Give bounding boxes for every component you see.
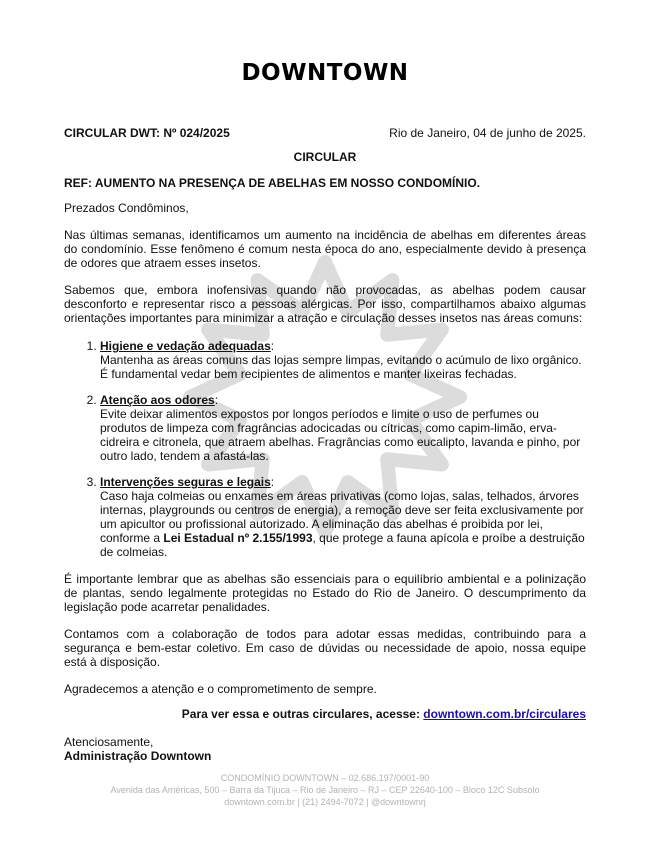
greeting: Prezados Condôminos, (64, 201, 189, 215)
guidelines-list (64, 339, 586, 559)
letter-header (64, 126, 586, 140)
paragraph-thanks: Agradecemos a atenção e o comprometimento de sempre. (64, 682, 377, 696)
footer (0, 772, 650, 808)
list-item-body: Mantenha as áreas comuns das lojas sempre limpas, evitando o acúmulo de lixo orgânico. É fundamental vedar bem recipientes de alimentos e manter lixeiras fechadas. (100, 353, 582, 381)
list-item-body-text: Caso haja colmeias ou enxames em áreas privativas (como lojas, salas, telhados, árvores internas, playgrounds ou centros de energia), a remoção deve ser feita exclusivamente por um apicultor ou profissional autorizado. A eliminação das abelhas é proibida por lei, conforme a (100, 489, 584, 545)
regards: Atenciosamente, (64, 735, 154, 749)
paragraph-intro: Nas últimas semanas, identificamos um aumento na incidência de abelhas em diferentes áreas do condomínio. Esse fenômeno é comum nesta época do ano, especialmente devido à presença de odores que atraem esses insetos. (64, 228, 586, 270)
list-item-body: Evite deixar alimentos expostos por longos períodos e limite o uso de perfumes ou produtos de limpeza com fragrâncias adocicadas ou cítricas, como capim-limão, erva-cidreira e citronela, que atraem abelhas. Fragrâncias como eucalipto, lavanda e pinho, por outro lado, tendem a afastá-las. (100, 407, 581, 463)
list-item-body-text: , que protege a fauna apícola e proíbe a destruição de colmeias. (100, 531, 585, 559)
paragraph-collaboration: Contamos com a colaboração de todos para adotar essas medidas, contribuindo para a segurança e bem-estar coletivo. Em caso de dúvidas ou necessidade de apoio, nossa equipe está à disposição. (64, 627, 586, 669)
circulars-link[interactable]: downtown.com.br/circulares (423, 707, 586, 721)
list-item: 3. Intervenções seguras e legais: Caso haja colmeias ou enxames em áreas privativas (como lojas, salas, telhados, árvores internas, playgrounds ou centros de energia), a remoção deve ser feita exclusivamente por um apicultor ou profissional autorizado. A eliminação das abelhas é proibida por lei, conforme a Lei Estadual nº 2.155/1993, que protege a fauna apícola e proíbe a destruição de colmeias. (100, 475, 586, 559)
signer: Administração Downtown (64, 749, 212, 763)
list-item: 1. Higiene e vedação adequadas: Mantenha as áreas comuns das lojas sempre limpas, evitando o acúmulo de lixo orgânico. É fundamental vedar bem recipientes de alimentos e manter lixeiras fechadas. (100, 339, 586, 381)
list-item-body (100, 489, 586, 559)
list-item-title: Higiene e vedação adequadas (100, 339, 271, 353)
footer-contact: downtown.com.br | (21) 2494-7072 | @downtownrj (224, 797, 426, 807)
reference-line: REF: AUMENTO NA PRESENÇA DE ABELHAS EM NOSSO CONDOMÍNIO. (64, 176, 481, 190)
paragraph-context: Sabemos que, embora inofensivas quando não provocadas, as abelhas podem causar desconforto e representar risco a pessoas alérgicas. Por isso, compartilhamos abaixo algumas orientações importantes para minimizar a atração e circulação desses insetos nas áreas comuns: (64, 283, 586, 325)
law-reference: Lei Estadual nº 2.155/1993 (163, 531, 313, 545)
more-info-line (64, 707, 586, 721)
more-info-text: Para ver essa e outras circulares, acesse: (181, 707, 424, 721)
paragraph-importance: É importante lembrar que as abelhas são essenciais para o equilíbrio ambiental e a polinização de plantas, sendo legalmente protegidas no Estado do Rio de Janeiro. O descumprimento da legislação pode acarretar penalidades. (64, 572, 586, 614)
place-date: Rio de Janeiro, 04 de junho de 2025. (389, 126, 586, 140)
footer-address: Avenida das Américas, 500 – Barra da Tijuca – Rio de Janeiro – RJ – CEP 22640-100 – Bloco 12C Subsolo (110, 785, 540, 795)
footer-company: CONDOMÍNIO DOWNTOWN – 02.686.197/0001-90 (220, 773, 430, 783)
list-item-title: Intervenções seguras e legais (100, 475, 271, 489)
circular-number: CIRCULAR DWT: Nº 024/2025 (64, 126, 230, 140)
list-item: 2. Atenção aos odores: Evite deixar alimentos expostos por longos períodos e limite o uso de perfumes ou produtos de limpeza com fragrâncias adocicadas ou cítricas, como capim-limão, erva-cidreira e citronela, que atraem abelhas. Fragrâncias como eucalipto, lavanda e pinho, por outro lado, tendem a afastá-las. (100, 393, 586, 463)
downtown-logo: DOWNTOWN (241, 60, 409, 86)
letter-body (64, 126, 586, 763)
list-item-title: Atenção aos odores (100, 393, 215, 407)
document-title: CIRCULAR (293, 150, 357, 164)
